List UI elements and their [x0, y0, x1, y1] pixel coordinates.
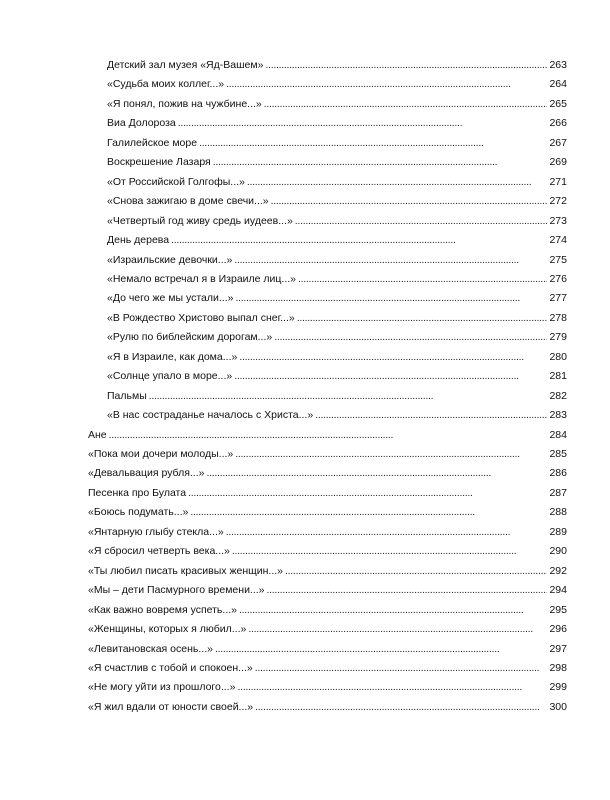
dot-leader: [235, 290, 547, 306]
toc-entry-page-number: 299: [549, 681, 567, 694]
dot-leader: [247, 174, 547, 190]
dot-leader: [315, 407, 547, 423]
toc-entry[interactable]: [107, 368, 567, 384]
toc-entry[interactable]: [107, 57, 567, 73]
toc-entry[interactable]: [107, 271, 567, 287]
toc-entry-title: Воскрешение Лазаря: [107, 156, 211, 169]
toc-entry-title: «Девальвация рубля...»: [88, 467, 205, 480]
dot-leader: [226, 524, 547, 540]
toc-entry-title: «Я счастлив с тобой и спокоен...»: [88, 661, 253, 674]
toc-entry[interactable]: [88, 524, 567, 540]
toc-entry-page-number: 284: [549, 428, 567, 441]
dot-leader: [264, 96, 547, 112]
dot-leader: [267, 582, 547, 598]
toc-entry-page-number: 266: [549, 117, 567, 130]
dot-leader: [215, 641, 547, 657]
toc-entry-page-number: 290: [549, 545, 567, 558]
toc-entry-title: День дерева: [107, 234, 170, 247]
toc-entry-title: Галилейское море: [107, 136, 198, 149]
dot-leader: [255, 699, 547, 715]
toc-entry[interactable]: [107, 329, 567, 345]
dot-leader: [285, 563, 547, 579]
toc-entry-title: «Снова зажигаю в доме свечи...»: [107, 195, 269, 208]
toc-entry-title: Ане: [88, 428, 107, 441]
toc-entry-title: «Я в Израиле, как дома...»: [107, 350, 238, 363]
dot-leader: [274, 329, 547, 345]
toc-entry-title: «Солнце упало в море...»: [107, 370, 233, 383]
dot-leader: [213, 154, 547, 170]
toc-entry-title: «Мы – дети Пасмурного времени...»: [88, 584, 265, 597]
toc-entry-page-number: 281: [549, 370, 567, 383]
toc-entry[interactable]: [88, 485, 567, 501]
toc-entry-page-number: 295: [549, 603, 567, 616]
dot-leader: [199, 135, 547, 151]
toc-entry-page-number: 285: [549, 448, 567, 460]
toc-entry-title: «До чего же мы устали...»: [107, 292, 234, 305]
toc-entry[interactable]: [88, 621, 567, 637]
toc-entry[interactable]: [107, 154, 567, 170]
toc-entry-title: «Судьба моих коллег...»: [107, 78, 225, 91]
toc-entry-page-number: 294: [549, 584, 567, 597]
dot-leader: [235, 446, 547, 462]
toc-entry[interactable]: [107, 232, 567, 248]
toc-entry[interactable]: [88, 543, 567, 559]
toc-entry-title: «Пока мои дочери молоды...»: [88, 448, 234, 460]
toc-entry-title: «Женщины, которых я любил...»: [88, 623, 247, 636]
toc-entry[interactable]: [107, 213, 567, 229]
toc-entry-page-number: 286: [549, 467, 567, 480]
toc-entry[interactable]: [107, 76, 567, 92]
toc-entry-title: «Я жил вдали от юности своей...»: [88, 700, 254, 713]
dot-leader: [265, 57, 547, 73]
toc-entry-page-number: 289: [549, 525, 567, 538]
toc-entry-page-number: 296: [549, 623, 567, 636]
toc-entry[interactable]: [107, 115, 567, 131]
toc-entry-page-number: 292: [549, 564, 567, 577]
toc-entry-title: Песенка про Булата: [88, 486, 187, 499]
toc-entry-title: «Я сбросил четверть века...»: [88, 545, 230, 558]
toc-entry-page-number: 288: [549, 506, 567, 519]
toc-entry[interactable]: [107, 349, 567, 365]
toc-entry-page-number: 274: [549, 234, 567, 247]
toc-entry-title: «Левитановская осень...»: [88, 642, 213, 655]
toc-entry-title: «От Российской Голгофы...»: [107, 175, 245, 188]
toc-entry[interactable]: [88, 641, 567, 657]
dot-leader: [226, 76, 547, 92]
dot-leader: [239, 602, 547, 618]
dot-leader: [109, 427, 547, 443]
dot-leader: [232, 543, 547, 559]
dot-leader: [248, 621, 547, 637]
dot-leader: [295, 213, 547, 229]
toc-entry[interactable]: [88, 602, 567, 618]
toc-entry[interactable]: [88, 563, 567, 579]
toc-entry-page-number: 272: [549, 195, 567, 208]
toc-entry[interactable]: [107, 193, 567, 209]
dot-leader: [190, 504, 547, 520]
dot-leader: [297, 310, 547, 326]
toc-entry-page-number: 278: [549, 311, 567, 324]
toc-entry-page-number: 275: [549, 253, 567, 266]
toc-entry-page-number: 280: [549, 350, 567, 363]
toc-entry[interactable]: [88, 427, 567, 443]
dot-leader: [171, 232, 547, 248]
toc-entry-title: «Боюсь подумать...»: [88, 506, 189, 519]
toc-entry-page-number: 263: [549, 59, 567, 71]
dot-leader: [234, 368, 547, 384]
toc-entry[interactable]: [107, 135, 567, 151]
toc-entry-page-number: 298: [549, 661, 567, 674]
toc-entry-page-number: 277: [549, 292, 567, 305]
toc-entry-page-number: 267: [549, 136, 567, 149]
toc-entry[interactable]: [88, 446, 567, 462]
dot-leader: [255, 660, 547, 676]
toc-entry-page-number: 297: [549, 642, 567, 655]
toc-entry[interactable]: [88, 699, 567, 715]
toc-entry-page-number: 282: [549, 389, 567, 402]
dot-leader: [188, 485, 547, 501]
toc-entry[interactable]: [107, 252, 567, 268]
toc-entry-page-number: 279: [549, 331, 567, 344]
dot-leader: [207, 465, 547, 481]
toc-entry-title: «В нас состраданье началось с Христа...»: [107, 409, 314, 422]
toc-entry-title: Детский зал музея «Яд-Вашем»: [107, 59, 264, 71]
toc-entry-title: «Не могу уйти из прошлого...»: [88, 681, 236, 694]
toc-entry-page-number: 276: [549, 272, 567, 285]
toc-entry-title: «В Рождество Христово выпал снег...»: [107, 311, 295, 324]
toc-entry[interactable]: [88, 660, 567, 676]
toc-entry[interactable]: [107, 174, 567, 190]
toc-entry-title: Пальмы: [107, 389, 147, 402]
toc-entry-title: «Рулю по библейским дорогам...»: [107, 331, 273, 344]
toc-entry-title: «Янтарную глыбу стекла...»: [88, 525, 224, 538]
dot-leader: [298, 271, 547, 287]
toc-entry[interactable]: [107, 310, 567, 326]
toc-entry[interactable]: [88, 504, 567, 520]
toc-entry-page-number: 271: [549, 175, 567, 188]
dot-leader: [271, 193, 547, 209]
toc-entry-title: «Как важно вовремя успеть...»: [88, 603, 237, 616]
toc-entry-page-number: 265: [549, 97, 567, 110]
toc-entry-title: «Четвертый год живу средь иудеев...»: [107, 214, 293, 227]
dot-leader: [234, 252, 547, 268]
toc-entry-page-number: 269: [549, 156, 567, 169]
dot-leader: [239, 349, 547, 365]
toc-entry-title: «Немало встречал я в Израиле лиц...»: [107, 272, 297, 285]
dot-leader: [149, 388, 547, 404]
toc-entry[interactable]: [107, 388, 567, 404]
toc-entry[interactable]: [107, 407, 567, 423]
toc-entry-title: «Ты любил писать красивых женщин...»: [88, 564, 284, 577]
toc-entry[interactable]: [107, 96, 567, 112]
toc-entry-page-number: 273: [549, 214, 567, 227]
toc-entry-title: «Я понял, пожив на чужбине...»: [107, 97, 262, 110]
toc-entry-page-number: 287: [549, 486, 567, 499]
dot-leader: [237, 679, 547, 695]
toc-entry[interactable]: [88, 582, 567, 598]
toc-entry-page-number: 283: [549, 409, 567, 422]
toc-entry-page-number: 264: [549, 78, 567, 91]
toc-entry[interactable]: [88, 465, 567, 481]
toc-entry-title: Виа Долороза: [107, 117, 176, 130]
toc-entry[interactable]: [88, 679, 567, 695]
toc-entry-page-number: 300: [549, 700, 567, 713]
toc-entry[interactable]: [107, 290, 567, 306]
toc-entry-title: «Израильские девочки...»: [107, 253, 233, 266]
dot-leader: [178, 115, 547, 131]
